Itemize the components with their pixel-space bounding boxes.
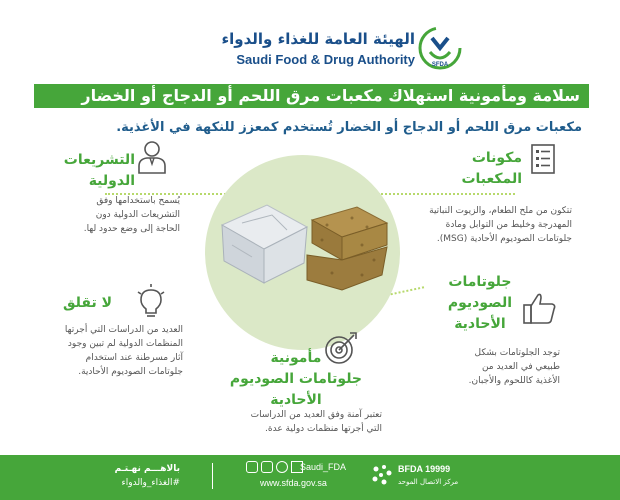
msg-heading: جلوتامات الصوديوم الأحادية (447, 274, 512, 332)
thumbs-up-icon (522, 290, 558, 326)
worry-heading: لا تقلق (63, 295, 112, 311)
bouillon-cubes-image (212, 185, 397, 305)
connector-ingredients (378, 193, 515, 195)
person-icon (137, 140, 167, 174)
regulations-heading: التشريعات الدولية (63, 152, 135, 189)
footer-website[interactable]: www.sfda.gov.sa (260, 478, 327, 488)
footer-hotline: BFDA 19999 (398, 464, 451, 474)
footer-hashtag: #الغذاء_والدواء (121, 478, 180, 488)
youtube-icon[interactable] (246, 461, 258, 473)
svg-text:SFDA: SFDA (431, 62, 449, 68)
page-title: سلامة ومأمونية استهلاك مكعبات مرق اللحم أو الدجاج أو الخضار (81, 86, 580, 105)
safety-text: تعتبر آمنة وفق العديد من الدراسات التي أجرتها منظمات دولية عدة. (250, 410, 382, 434)
social-icons (246, 461, 303, 473)
ingredients-text: تتكون من ملح الطعام، والزيوت النباتية المهدرجة وخليط من التوابل ومادة جلوتامات الصوديوم الأحادية (MSG). (429, 206, 572, 244)
subtitle: مكعبات مرق اللحم أو الدجاج أو الخضار تُستخدم كمعزز للنكهة في الأغذية. (116, 120, 582, 135)
sfda-logo-icon (418, 26, 462, 70)
call-center-icon (370, 463, 394, 487)
footer-hotline-subtitle: مركز الاتصال الموحد (398, 478, 459, 486)
regulations-text: يُسمح باستخدامها وفق التشريعات الدولية دون الحاجة إلى وضع حدود لها. (83, 196, 180, 234)
footer-slogan: بالاهـــم نهـتـم (114, 464, 180, 474)
list-document-icon (530, 144, 556, 174)
safety-heading: مأمونية جلوتامات الصوديوم الأحادية (229, 350, 362, 408)
twitter-icon[interactable] (276, 461, 288, 473)
msg-text: توجد الجلوتامات بشكل طبيعي في العديد من الأغذية كاللحوم والأجبان. (468, 348, 560, 386)
instagram-icon[interactable] (261, 461, 273, 473)
footer-divider (212, 463, 213, 489)
footer-handle[interactable]: Saudi_FDA (300, 462, 347, 472)
org-name-english: Saudi Food & Drug Authority (236, 52, 415, 67)
org-name-arabic: الهيئة العامة للغذاء والدواء (221, 30, 415, 48)
worry-text: العديد من الدراسات التي أجرتها المنظمات الدولية لم تبين وجود آثار مسرطنة عند استخدام جلوتامات الصوديوم الأحادية. (64, 325, 183, 377)
lightbulb-icon (136, 284, 166, 320)
ingredients-heading: مكونات المكعبات (461, 150, 522, 187)
